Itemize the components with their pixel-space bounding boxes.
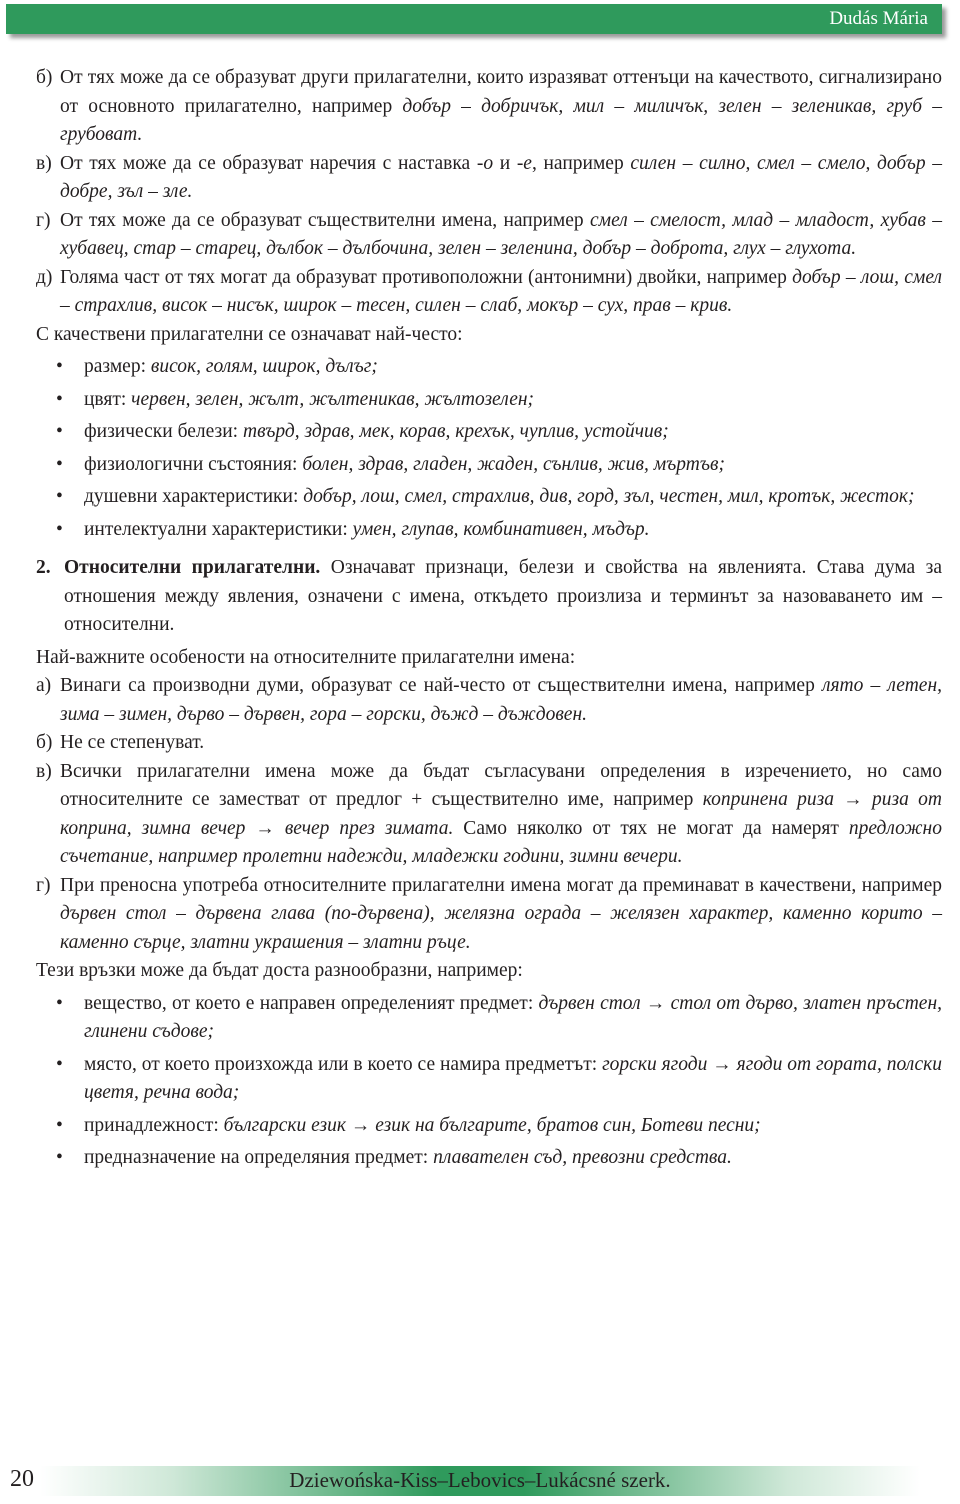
example-text: български език → език на българите, братов син, Ботеви песни;	[223, 1114, 761, 1136]
bullet-text	[84, 1051, 942, 1108]
bullet-icon: •	[56, 388, 63, 410]
list-item-label: в)	[36, 760, 52, 782]
bullet-text	[84, 1144, 942, 1173]
bullet-text	[84, 418, 942, 447]
example-text: плавателен съд, превозни средства.	[433, 1147, 732, 1168]
list-item	[36, 758, 942, 872]
page-content	[36, 64, 942, 1177]
bullet-category: физически белези:	[84, 421, 243, 442]
bullet-text	[84, 483, 942, 512]
section-2-text: Означават признаци, белези и свойства на явленията. Става дума за отношения между явления, означени с имена, откъдето произлиза и терминът за назоваването им – относителни.	[64, 557, 942, 635]
header-author: Dudás Mária	[829, 8, 928, 29]
body-text: От тях може да се образуват съществителни имена, например	[60, 209, 590, 231]
bullet-category: интелектуални характеристики:	[84, 518, 353, 540]
example-text: твърд, здрав, мек, корав, крехък, чуплив, устойчив;	[242, 421, 669, 442]
list-item	[36, 207, 942, 264]
bullet-item	[56, 516, 942, 545]
bullet-category: предназначение на определяния предмет:	[84, 1147, 434, 1168]
example-text: висок, голям, широк, дълъг;	[150, 356, 378, 377]
bullet-item	[56, 386, 942, 415]
section-2-number: 2.	[36, 557, 51, 578]
list-item-label: в)	[36, 152, 52, 174]
bullet-category: цвят:	[84, 388, 132, 410]
bullet-category: вещество, от което е направен определеният предмет:	[84, 992, 539, 1014]
bullet-category: принадлежност:	[84, 1114, 224, 1136]
bullet-category: душевни характеристики:	[84, 486, 304, 507]
example-text: силен – силно, смел – смело, добър – добре, зъл – зле.	[60, 152, 943, 202]
example-text: -е	[516, 152, 532, 174]
bullet-item	[56, 990, 942, 1047]
bullet-icon: •	[56, 1114, 63, 1136]
bullet-icon: •	[56, 1147, 63, 1168]
relative-connections-intro: Тези връзки може да бъдат доста разнообразни, например:	[36, 960, 523, 981]
bullet-item	[56, 1051, 942, 1108]
relative-intro: Най-важните особености на относителните прилагателни имена:	[36, 646, 576, 668]
list-qualitative-meanings	[36, 353, 942, 544]
bullet-item	[56, 483, 942, 512]
list-item-text	[60, 150, 942, 207]
example-text: дървен стол – дървена глава (по-дървена), желязна ограда – желязен характер, каменно корито – каменно сърце, златни украшения – златни ръце.	[60, 903, 942, 953]
example-text: добър, лош, смел, страхлив, див, горд, зъл, честен, мил, кротък, жесток;	[303, 486, 915, 507]
bullet-icon: •	[56, 518, 63, 540]
qualitative-intro: С качествени прилагателни се означават най-често:	[36, 323, 463, 345]
bullet-text	[84, 990, 942, 1047]
bullet-icon: •	[56, 453, 63, 475]
example-text: копринена риза → риза от коприна, зимна вечер → вечер през зимата.	[60, 789, 942, 839]
body-text: Само няколко от тях не могат да намерят	[453, 817, 849, 839]
section-2	[36, 554, 942, 640]
bullet-icon: •	[56, 992, 63, 1014]
list-item-text	[60, 207, 942, 264]
section-2-title: Относителни прилагателни.	[64, 557, 321, 578]
list-item-text	[60, 64, 942, 150]
example-text: червен, зелен, жълт, жълтеникав, жълтозелен;	[131, 388, 535, 410]
list-item	[36, 64, 942, 150]
list-item-label: г)	[36, 874, 51, 896]
body-text: Не се степенуват.	[60, 732, 205, 753]
example-text: -о	[476, 152, 494, 174]
bullet-icon: •	[56, 421, 63, 442]
bullet-text	[84, 1112, 942, 1141]
body-text: и	[493, 152, 517, 174]
list-qualitative-properties	[36, 64, 942, 321]
example-text: предложно съчетание, например пролетни надежди, младежки години, зимни вечери.	[60, 817, 942, 867]
body-text: , например	[531, 152, 631, 174]
bullet-text	[84, 386, 942, 415]
list-item	[36, 264, 942, 321]
example-text: добър – добричък, мил – миличък, зелен – зеленикав, груб – грубоват.	[60, 95, 942, 145]
bullet-icon: •	[56, 486, 63, 507]
body-text: При преносна употреба относителните прилагателни имена могат да преминават в качествени, например	[60, 874, 942, 896]
example-text: добър – лош, смел – страхлив, висок – нисък, широк – тесен, силен – слаб, мокър – сух, прав – крив.	[60, 266, 942, 316]
bullet-category: физиологични състояния:	[84, 453, 303, 475]
body-text: От тях може да се образуват други прилагателни, които изразяват оттенъци на качеството, сигнализирано от основното прилагателно, например	[60, 67, 942, 117]
list-item-label: а)	[36, 675, 52, 696]
list-relative-properties	[36, 672, 942, 957]
body-text: Всички прилагателни имена може да бъдат съгласувани определения в изречението, но само относителните се заместват от предлог + съществително име, например	[60, 760, 942, 810]
list-item-text	[60, 872, 942, 958]
list-item-label: б)	[36, 732, 53, 753]
list-item	[36, 729, 942, 758]
body-text: Голяма част от тях могат да образуват противоположни (антонимни) двойки, например	[60, 266, 793, 288]
bullet-text	[84, 353, 942, 382]
bullet-text	[84, 451, 942, 480]
bullet-category: размер:	[84, 356, 151, 377]
bullet-text	[84, 516, 942, 545]
footer-band	[40, 1466, 920, 1496]
bullet-item	[56, 1144, 942, 1173]
list-item-text	[60, 758, 942, 872]
body-text: От тях може да се образуват наречия с наставка	[60, 152, 477, 174]
bullet-icon: •	[56, 356, 63, 377]
list-item	[36, 672, 942, 729]
list-item-text	[60, 264, 942, 321]
list-item-text	[60, 672, 942, 729]
list-item	[36, 872, 942, 958]
bullet-item	[56, 1112, 942, 1141]
bullet-item	[56, 418, 942, 447]
bullet-item	[56, 353, 942, 382]
example-text: болен, здрав, гладен, жаден, сънлив, жив, мъртъв;	[302, 453, 725, 475]
bullet-item	[56, 451, 942, 480]
page-number: 20	[10, 1466, 34, 1492]
example-text: умен, глупав, комбинативен, мъдър.	[352, 518, 650, 540]
example-text: смел – смелост, млад – младост, хубав – хубавец, стар – старец, дълбок – дълбочина, зелен – зеленина, добър – доброта, глух – глухота.	[60, 209, 942, 259]
footer-editors: Dziewońska-Kiss–Lebovics–Lukácsné szerk.	[289, 1468, 671, 1492]
list-item-label: г)	[36, 209, 51, 231]
example-text: горски ягоди → ягоди от гората, полски цветя, речна вода;	[84, 1053, 942, 1103]
list-item-text	[60, 729, 942, 758]
header-bar	[6, 4, 942, 34]
list-item-label: д)	[36, 266, 53, 288]
example-text: лято – летен, зима – зимен, дърво – дървен, гора – горски, дъжд – дъждовен.	[60, 675, 942, 725]
list-item	[36, 150, 942, 207]
example-text: дървен стол → стол от дърво, златен пръстен, глинени съдове;	[84, 992, 942, 1042]
list-item-label: б)	[36, 67, 53, 88]
bullet-icon: •	[56, 1053, 63, 1075]
body-text: Винаги са производни думи, образуват се най-често от съществителни имена, например	[60, 675, 822, 696]
bullet-category: място, от което произхожда или в което се намира предметът:	[84, 1053, 603, 1075]
list-relative-connections	[36, 990, 942, 1173]
